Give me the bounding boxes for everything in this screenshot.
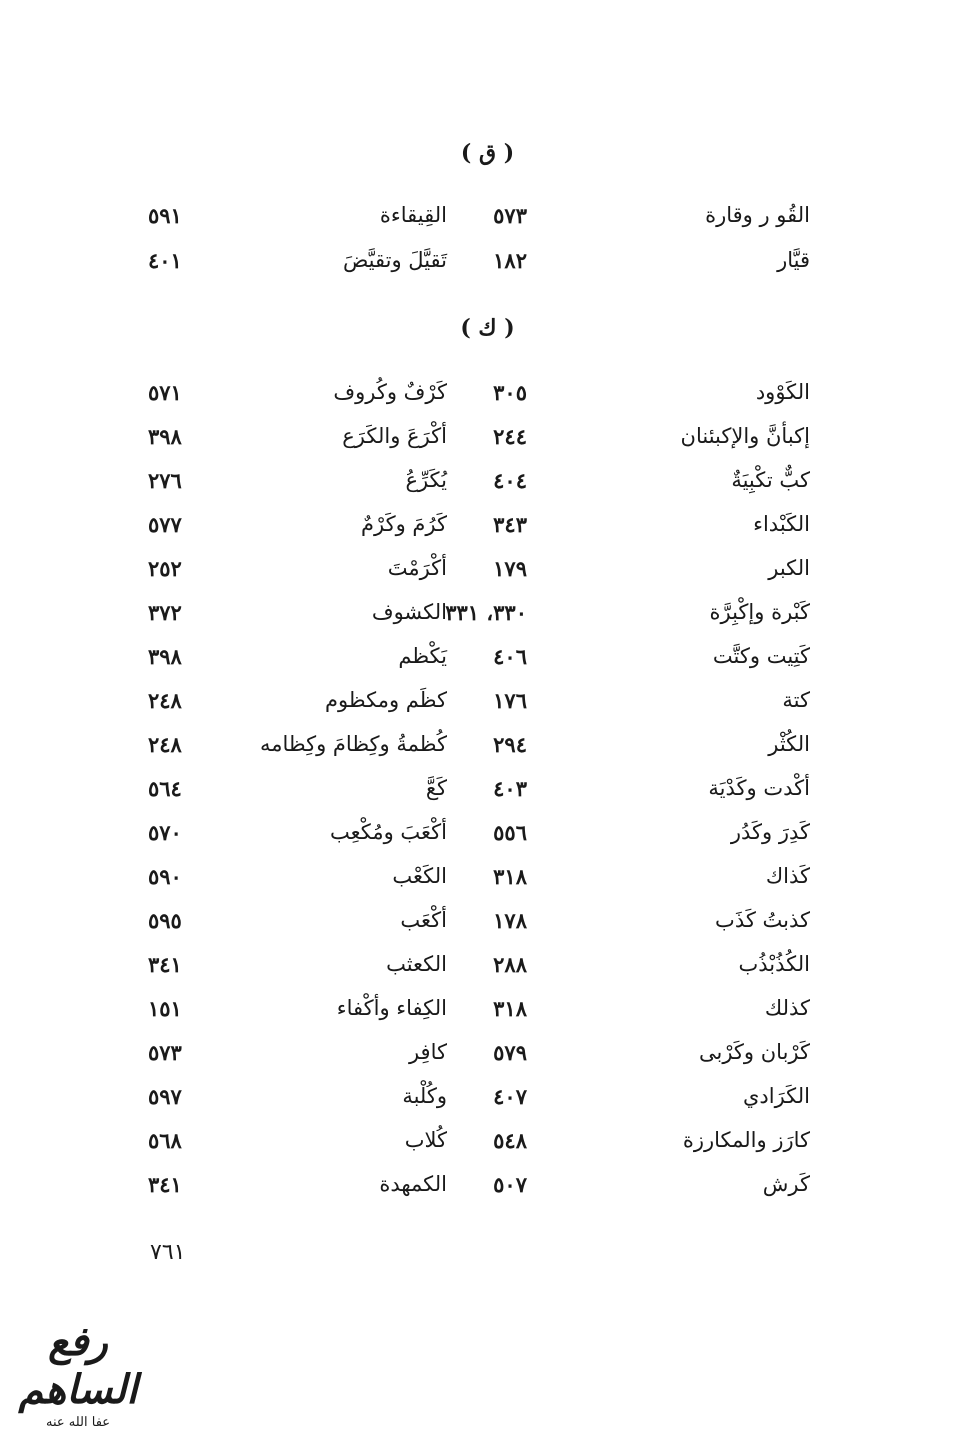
entry-word: قيَّار bbox=[777, 248, 810, 272]
entry-page: ٥٧٠ bbox=[148, 820, 182, 845]
entry-page: ٥٦٤ bbox=[148, 776, 182, 801]
entry-word: كُلاب bbox=[404, 1128, 447, 1152]
entry-word: كَبْرة وإكْبِرَّة bbox=[709, 600, 810, 624]
index-row bbox=[0, 203, 975, 243]
entry-page: ٣١٨ bbox=[493, 996, 527, 1021]
index-row bbox=[0, 1084, 975, 1124]
entry-page: ١٧٨ bbox=[493, 908, 527, 933]
entry-word: الكبر bbox=[768, 556, 810, 580]
entry-page: ٥٧٧ bbox=[148, 512, 182, 537]
index-row bbox=[0, 820, 975, 860]
entry-page: ٥٠٧ bbox=[493, 1172, 527, 1197]
entry-page: ٤٠١ bbox=[148, 248, 182, 273]
entry-page: ٥٧١ bbox=[148, 380, 182, 405]
index-row bbox=[0, 1128, 975, 1168]
entry-page: ٣٤٣ bbox=[493, 512, 527, 537]
index-row bbox=[0, 732, 975, 772]
entry-page: ٢٤٤ bbox=[493, 424, 527, 449]
entry-page: ١٧٩ bbox=[493, 556, 527, 581]
entry-page: ٥٦٨ bbox=[148, 1128, 182, 1153]
entry-page: ٥٥٦ bbox=[493, 820, 527, 845]
index-row bbox=[0, 1172, 975, 1212]
entry-word: أكْرَمْتَ bbox=[387, 556, 447, 580]
page-number: ٧٦١ bbox=[150, 1240, 186, 1265]
entry-page: ٢٥٢ bbox=[148, 556, 182, 581]
index-row bbox=[0, 556, 975, 596]
index-row bbox=[0, 776, 975, 816]
entry-page: ٤٠٣ bbox=[493, 776, 527, 801]
index-row bbox=[0, 688, 975, 728]
entry-word: كظَم ومكظوم bbox=[325, 688, 447, 712]
entry-word: الكُذُبْذُب bbox=[738, 952, 810, 976]
entry-word: كتة bbox=[782, 688, 810, 712]
stamp-main-text: رفع الساهم bbox=[18, 1318, 138, 1413]
index-row bbox=[0, 512, 975, 552]
index-row bbox=[0, 644, 975, 684]
entry-word: الكَبْداء bbox=[753, 512, 810, 536]
index-row bbox=[0, 248, 975, 288]
entry-word: القُو ر وقارة bbox=[705, 203, 810, 227]
entry-page: ٣٧٢ bbox=[148, 600, 182, 625]
entry-word: الكِفاء وأكْفاء bbox=[336, 996, 447, 1020]
entry-word: كبٌّ تكْبِيَةٌ bbox=[731, 468, 810, 492]
entry-word: الكَرَادي bbox=[742, 1084, 810, 1108]
entry-word: كَرش bbox=[762, 1172, 810, 1196]
entry-word: كذلك bbox=[764, 996, 810, 1020]
entry-page: ٣٤١ bbox=[148, 1172, 182, 1197]
entry-page: ٣٣٠، ٣٣١ bbox=[445, 600, 527, 625]
entry-page: ١٧٦ bbox=[493, 688, 527, 713]
index-row bbox=[0, 424, 975, 464]
entry-word: الكَعْب bbox=[392, 864, 447, 888]
entry-word: كَعَّ bbox=[425, 776, 447, 800]
entry-page: ٣٩٨ bbox=[148, 644, 182, 669]
library-stamp bbox=[18, 1318, 138, 1430]
entry-page: ٣٤١ bbox=[148, 952, 182, 977]
section-heading-qaf: ( ق ) bbox=[460, 140, 515, 166]
index-row bbox=[0, 600, 975, 640]
entry-word: تَقيَّلَ وتقيَّضَ bbox=[342, 248, 447, 272]
entry-page: ٢٩٤ bbox=[493, 732, 527, 757]
entry-page: ٣٩٨ bbox=[148, 424, 182, 449]
entry-word: كَذاك bbox=[765, 864, 810, 888]
index-row bbox=[0, 908, 975, 948]
entry-word: يَكْظم bbox=[398, 644, 447, 668]
index-row bbox=[0, 1040, 975, 1080]
entry-page: ٢٤٨ bbox=[148, 732, 182, 757]
index-row bbox=[0, 380, 975, 420]
entry-word: أكْعَب bbox=[400, 908, 447, 932]
entry-word: أكْدت وكَدْيَة bbox=[708, 776, 810, 800]
entry-page: ٢٨٨ bbox=[493, 952, 527, 977]
entry-word: كافِر bbox=[408, 1040, 447, 1064]
entry-page: ٤٠٧ bbox=[493, 1084, 527, 1109]
entry-word: كَدِرَ وكَدُر bbox=[730, 820, 810, 844]
entry-word: كَرْبان وكَرْبى bbox=[699, 1040, 810, 1064]
entry-word: إكبأنَّ والإكبئنان bbox=[680, 424, 810, 448]
entry-word: كارَز والمكارزة bbox=[682, 1128, 810, 1152]
entry-page: ٥٩٠ bbox=[148, 864, 182, 889]
entry-word: الكَوْود bbox=[755, 380, 810, 404]
entry-word: أكْعَبَ ومُكْعِب bbox=[330, 820, 447, 844]
entry-page: ٥٩٥ bbox=[148, 908, 182, 933]
entry-page: ٥٧٩ bbox=[493, 1040, 527, 1065]
entry-word: يُكَرِّعُ bbox=[405, 468, 447, 492]
entry-word: الكُثْر bbox=[768, 732, 810, 756]
index-row bbox=[0, 864, 975, 904]
entry-page: ١٨٢ bbox=[493, 248, 527, 273]
section-heading-kaf: ( ك ) bbox=[460, 315, 515, 341]
entry-page: ٤٠٦ bbox=[493, 644, 527, 669]
entry-word: الكمهدة bbox=[379, 1172, 447, 1196]
entry-word: كَرُمَ وكَرْمٌ bbox=[361, 512, 447, 536]
entry-page: ١٥١ bbox=[148, 996, 182, 1021]
entry-page: ٤٠٤ bbox=[493, 468, 527, 493]
entry-page: ٥٩٧ bbox=[148, 1084, 182, 1109]
entry-word: القِيقاءة bbox=[379, 203, 447, 227]
index-row bbox=[0, 468, 975, 508]
entry-word: الكشوف bbox=[371, 600, 447, 624]
entry-page: ٥٧٣ bbox=[493, 203, 527, 228]
entry-page: ٥٧٣ bbox=[148, 1040, 182, 1065]
entry-page: ٢٧٦ bbox=[148, 468, 182, 493]
entry-word: الكعثب bbox=[386, 952, 447, 976]
entry-word: كَتِيت وكتَّت bbox=[712, 644, 810, 668]
index-row bbox=[0, 996, 975, 1036]
entry-word: كَرْفٌ وكُروف bbox=[333, 380, 447, 404]
entry-page: ٥٤٨ bbox=[493, 1128, 527, 1153]
entry-word: أكْرَعَ والكَرَع bbox=[342, 424, 447, 448]
index-row bbox=[0, 952, 975, 992]
entry-word: وكُلْبة bbox=[402, 1084, 447, 1108]
stamp-sub-text: عفا الله عنه bbox=[45, 1415, 111, 1430]
entry-page: ٣١٨ bbox=[493, 864, 527, 889]
entry-page: ٢٤٨ bbox=[148, 688, 182, 713]
entry-word: كذبتُ كَذَب bbox=[715, 908, 810, 932]
entry-word: كُظمةُ وكِظامَ وكِظامه bbox=[259, 732, 447, 756]
entry-page: ٣٠٥ bbox=[493, 380, 527, 405]
entry-page: ٥٩١ bbox=[148, 203, 182, 228]
